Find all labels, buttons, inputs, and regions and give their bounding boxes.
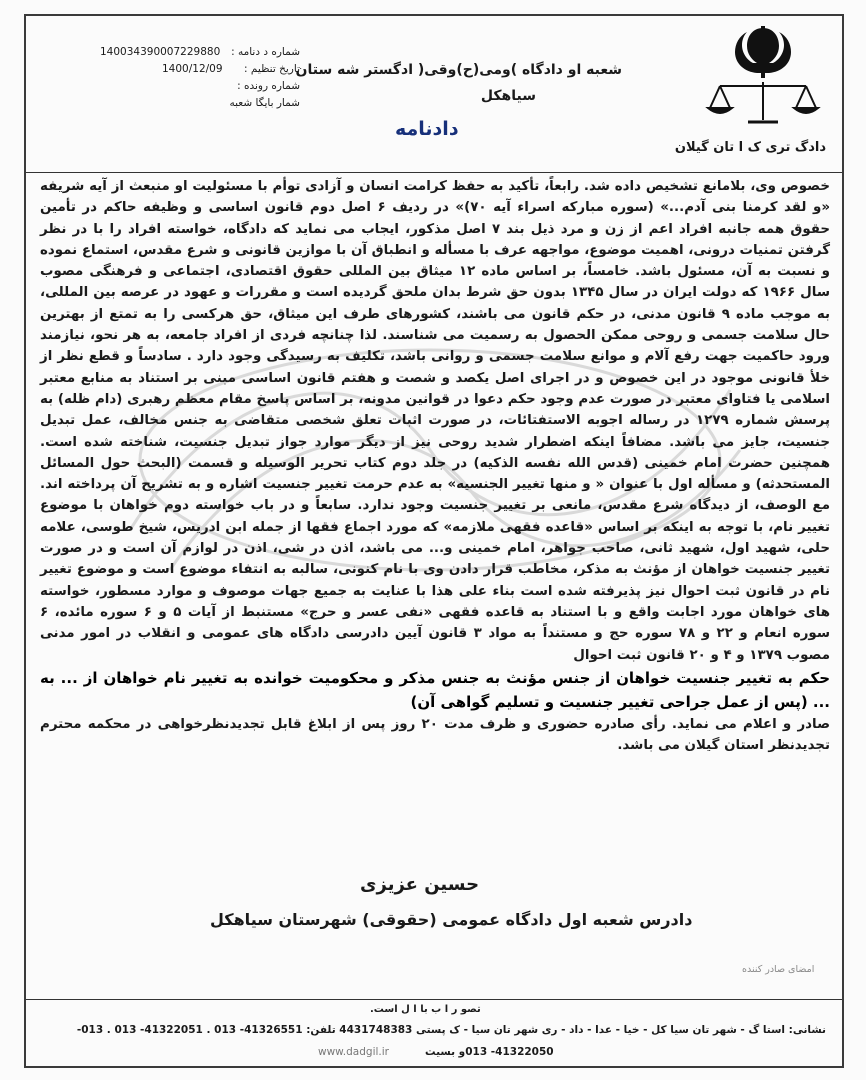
footer-address: نشانی: استا گ - شهر تان سیا کل - خیا - عدا - داد - ری شهر تان سیا - ک پستی 4431748383 تلفن: 41326551- 013 . 41322051- 013 . 013- <box>76 1024 826 1036</box>
footer-divider <box>26 999 842 1000</box>
footer-website[interactable]: www.dadgil.ir <box>318 1046 389 1058</box>
judgment-closing: صادر و اعلام می نماید. رأی صادره حضوری و ظرف مدت ۲۰ روز پس از ابلاغ قابل تجدیدنظرخواهی در محکمه محترم تجدیدنظر استان گیلان می باشد. <box>40 716 831 754</box>
meta-row-number <box>100 46 300 63</box>
meta-label: شماره د دنامه : <box>231 46 300 58</box>
footer-phone: 41322050- 013و بسیت <box>425 1046 554 1058</box>
verdict-statement: حکم به تغییر جنسیت خواهان از جنس مؤنث به جنس مذکر و محکومیت خوانده به تغییر نام خواهان از ... به ... (پس از عمل جراحی تغییر جنسیت و تسلیم گواهی آن) <box>40 668 830 711</box>
meta-label: شماره رونده : <box>237 80 300 92</box>
court-branch-line2: سیاهکل <box>480 88 536 104</box>
organization-name: دادگ تری ک ا تان گیلان <box>674 140 826 155</box>
signer-title: دادرس شعبه اول دادگاه عمومی (حقوقی) شهرستان سیاهکل <box>210 910 693 929</box>
meta-label: شمار بایگا شعبه <box>229 97 300 109</box>
meta-row-archive <box>100 97 300 114</box>
judgment-body <box>40 176 830 756</box>
judgment-paragraph: خصوص وی، بلامانع تشخیص داده شد. رابعاً، تأکید به حفظ کرامت انسان و آزادی توأم با مسئولیت او منبعث از آیه شریفه «و لقد کرمنا بنی آدم...» (سوره مبارکه اسراء آیه ۷۰)» در ردیف ۶ اصل دوم قانون اساسی و وظیفه حاکم در تأمین حقوق همه جانبه افراد اعم از زن و مرد ذیل بند ۷ اصل مذکور، ایجاب می نماید که دادگاه، خواسته افراد را با در نظر گرفتن تمنیات درونی، اهمیت موضوع، مواجهه عرف با مسأله و انطباق آن با موازین قانونی و شرع مقدس، استماع نموده و نسبت به آن، مسئول باشد. خامساً، بر اساس ماده ۱۲ میثاق بین المللی حقوق اقتصادی، اجتماعی و فرهنگی مصوب سال ۱۹۶۶ که دولت ایران در سال ۱۳۴۵ بدون حق شرط بدان ملحق گردیده است و مقررات و عهود در عرصه بین المللی، به موجب ماده ۹ قانون مدنی، در حکم قانون می باشند، کشورهای طرف این میثاق، حق هرکسی را به تمتع از بهترین حال سلامت جسمی و روحی ممکن الحصول به رسمیت می شناسند. لذا چنانچه فردی از افراد جامعه، به هر نحو، نیازمند ورود حاکمیت جهت رفع آلام و موانع سلامت جسمی و روانی باشد، تکلیف به رسیدگی وجود دارد . سادساً و قطع نظر از خلأ قانونی موجود در این خصوص و در اجرای اصل یکصد و شصت و هفتم قانون اساسی مبنی بر استناد به منابع معتبر اسلامی یا فتاوای معتبر در صورت عدم وجود حکم دعوا در قوانین مدونه، بر اساس پاسخ مقام معظم رهبری (دام ظله) به پرسش شماره ۱۲۷۹ در رساله اجوبه الاستفتائات، در صورت اثبات تعلق شخصی متقاضی به جنس مخالف، عمل تبدیل جنسیت، جایز می باشد. مضافاً اینکه اضطرار شدید روحی نیز از دیگر موارد جواز تبدیل جنسیت، شناخته شده است. همچنین حضرت امام خمینی (قدس الله نفسه الذکیه) در جلد دوم کتاب تحریر الوسیله و قسمت (البحث حول المسائل المستحدثه) و مسأله اول با عنوان « و منها تغییر الجنسیه» به عدم حرمت تغییر جنسیت اشاره و به تشریح آن پرداخته اند. مع الوصف، از دیدگاه شرع مقدس، مانعی بر تغییر جنسیت وجود ندارد. سابعاً و در باب خواسته دوم خواهان با موضوع تغییر نام، با توجه به اینکه بر اساس «قاعده فقهی ملازمه» که مورد اجماع فقها از جمله ابن ادریس، شیخ طوسی، علامه حلی، شهید اول، شهید ثانی، صاحب جواهر، امام خمینی و... می باشد، اذن در شی، اذن در لوازم آن است و در صورت تغییر جنسیت خواهان از مؤنث به مذکر، مخاطب قرار دادن وی با نام کنونی، سالبه به انتفاء موضوع است و موضوع تغییر نام در قانون ثبت احوال نیز پذیرفته شده است بناء علی هذا با عنایت به جمیع جهات موصوف و موارد مسطور، خواسته های خواهان مورد اجابت واقع و با استناد به قاعده فقهی «نفی عسر و حرج» مستنبط از آیات ۵ و ۶ سوره مائده، ۶ سوره انعام و ۲۲ و ۷۸ سوره حج و مستنداً به مواد ۳ قانون آیین دادرسی دادگاه های عمومی و انقلاب در امور مدنی مصوب ۱۳۷۹ و ۴ و ۲۰ قانون ثبت احوال <box>40 179 831 663</box>
document-title: دادنامه <box>395 118 459 140</box>
meta-row-file <box>100 80 300 97</box>
footer-note: تصو ر ا ب با ا ل است. <box>370 1004 481 1015</box>
meta-value: 1400/12/09 <box>162 63 223 75</box>
meta-row-date <box>100 63 300 80</box>
header-divider <box>26 172 842 173</box>
document-meta <box>100 46 300 114</box>
signature-label: امضای صادر کننده <box>742 964 815 975</box>
meta-value: 140034390007229880 <box>100 46 221 58</box>
emblem-icon <box>698 20 828 130</box>
signer-name: حسین عزیزی <box>360 874 480 895</box>
meta-label: تاریخ تنظیم : <box>244 63 300 75</box>
court-branch-line1: شعبه او دادگاه )ومی(ح)وقی( ادگستر شه ستان <box>295 62 622 78</box>
